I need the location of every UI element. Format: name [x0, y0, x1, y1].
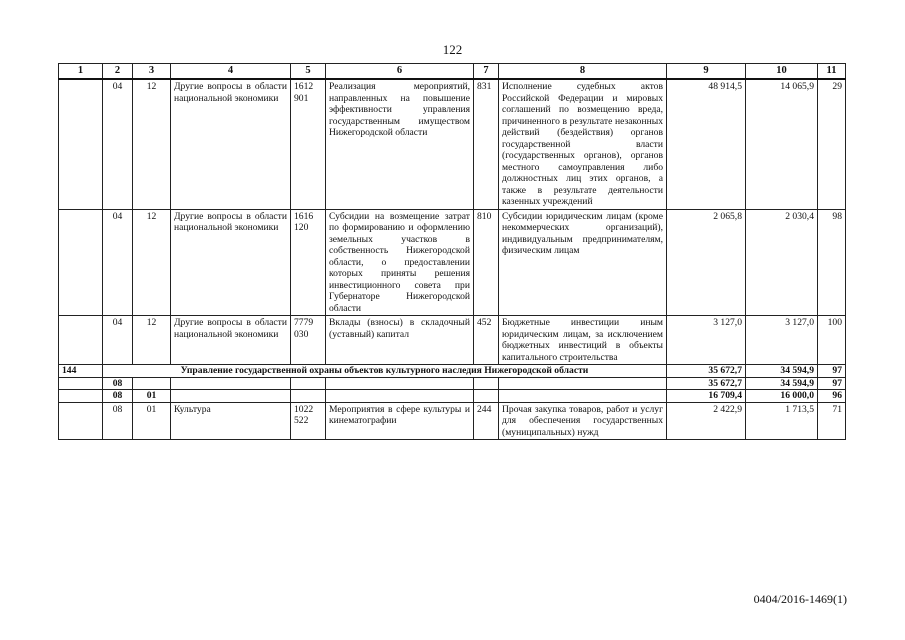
cell-expense-type: 244 [474, 402, 499, 440]
budget-table [58, 63, 846, 440]
cell-plan: 2 422,9 [667, 402, 746, 440]
col-header-11: 11 [818, 64, 846, 80]
col-header-6: 6 [326, 64, 474, 80]
col-header-4: 4 [171, 64, 291, 80]
cell-actual: 2 030,4 [746, 209, 818, 316]
cell-code [59, 79, 103, 209]
cell-section-name: Другие вопросы в области национальной экономики [171, 209, 291, 316]
cell-target-item [291, 390, 326, 403]
cell-target-name: Вклады (взносы) в складочный (уставный) капитал [326, 316, 474, 365]
cell-section-name [171, 377, 291, 390]
cell-target-name: Реализация мероприятий, направленных на повышение эффективности управления государственным имуществом Нижегородской области [326, 79, 474, 209]
cell-actual: 34 594,9 [746, 365, 818, 378]
cell-target-name [326, 377, 474, 390]
cell-plan: 35 672,7 [667, 377, 746, 390]
cell-code [59, 209, 103, 316]
cell-target-name: Мероприятия в сфере культуры и кинематографии [326, 402, 474, 440]
cell-code [59, 402, 103, 440]
cell-agency-title: Управление государственной охраны объектов культурного наследия Нижегородской области [103, 365, 667, 378]
cell-subsection: 01 [133, 402, 171, 440]
cell-percent: 96 [818, 390, 846, 403]
cell-subsection [133, 377, 171, 390]
cell-target-item: 1612 901 [291, 79, 326, 209]
cell-subsection: 12 [133, 316, 171, 365]
cell-section-name [171, 390, 291, 403]
subsection-total-row [59, 390, 846, 403]
cell-target-item: 1022 522 [291, 402, 326, 440]
col-header-10: 10 [746, 64, 818, 80]
cell-section-name: Другие вопросы в области национальной экономики [171, 79, 291, 209]
page-number: 122 [442, 42, 463, 57]
cell-expense-name: Субсидии юридическим лицам (кроме некоммерческих организаций), индивидуальным предпринимателям, физическим лицам [499, 209, 667, 316]
cell-plan: 2 065,8 [667, 209, 746, 316]
cell-target-item: 1616 120 [291, 209, 326, 316]
cell-expense-type: 810 [474, 209, 499, 316]
cell-percent: 29 [818, 79, 846, 209]
cell-plan: 35 672,7 [667, 365, 746, 378]
cell-expense-type: 452 [474, 316, 499, 365]
cell-percent: 98 [818, 209, 846, 316]
cell-section: 04 [103, 316, 133, 365]
cell-target-item: 7779 030 [291, 316, 326, 365]
cell-percent: 97 [818, 377, 846, 390]
cell-actual: 14 065,9 [746, 79, 818, 209]
cell-percent: 100 [818, 316, 846, 365]
header-row [59, 64, 846, 80]
col-header-1: 1 [59, 64, 103, 80]
cell-target-name: Субсидии на возмещение затрат по формированию и оформлению земельных участков в собственность Нижегородской области, о предоставлении которых приняты решения инвестиционного совета при Губернаторе Нижегородской области [326, 209, 474, 316]
table-row [59, 402, 846, 440]
cell-subsection: 01 [133, 390, 171, 403]
cell-section: 08 [103, 390, 133, 403]
cell-section: 08 [103, 402, 133, 440]
cell-plan: 3 127,0 [667, 316, 746, 365]
cell-plan: 16 709,4 [667, 390, 746, 403]
table-row [59, 316, 846, 365]
cell-section-name: Культура [171, 402, 291, 440]
cell-expense-name [499, 390, 667, 403]
col-header-8: 8 [499, 64, 667, 80]
cell-agency-code: 144 [59, 365, 103, 378]
col-header-7: 7 [474, 64, 499, 80]
col-header-3: 3 [133, 64, 171, 80]
cell-percent: 97 [818, 365, 846, 378]
cell-expense-name: Прочая закупка товаров, работ и услуг для обеспечения государственных (муниципальных) нужд [499, 402, 667, 440]
cell-section: 08 [103, 377, 133, 390]
cell-expense-name: Исполнение судебных актов Российской Федерации и мировых соглашений по возмещению вреда, причиненного в результате незаконных действий (бездействия) органов государственной власти (государственных органов), органов местного самоуправления либо должностных лиц этих органов, а также в результате деятельности казенных учреждений [499, 79, 667, 209]
cell-code [59, 390, 103, 403]
cell-subsection: 12 [133, 209, 171, 316]
cell-code [59, 316, 103, 365]
cell-actual: 16 000,0 [746, 390, 818, 403]
cell-subsection: 12 [133, 79, 171, 209]
document-code: 0404/2016-1469(1) [753, 592, 847, 606]
agency-total-row [59, 365, 846, 378]
cell-plan: 48 914,5 [667, 79, 746, 209]
cell-percent: 71 [818, 402, 846, 440]
section-total-row [59, 377, 846, 390]
cell-target-name [326, 390, 474, 403]
col-header-9: 9 [667, 64, 746, 80]
cell-section: 04 [103, 79, 133, 209]
cell-expense-name [499, 377, 667, 390]
cell-code [59, 377, 103, 390]
cell-actual: 3 127,0 [746, 316, 818, 365]
table-row [59, 209, 846, 316]
table-row [59, 79, 846, 209]
cell-expense-type: 831 [474, 79, 499, 209]
col-header-2: 2 [103, 64, 133, 80]
cell-expense-type [474, 377, 499, 390]
cell-actual: 1 713,5 [746, 402, 818, 440]
cell-expense-name: Бюджетные инвестиции иным юридическим лицам, за исключением бюджетных инвестиций в объекты капитального строительства [499, 316, 667, 365]
cell-actual: 34 594,9 [746, 377, 818, 390]
cell-section: 04 [103, 209, 133, 316]
cell-target-item [291, 377, 326, 390]
col-header-5: 5 [291, 64, 326, 80]
cell-expense-type [474, 390, 499, 403]
cell-section-name: Другие вопросы в области национальной экономики [171, 316, 291, 365]
